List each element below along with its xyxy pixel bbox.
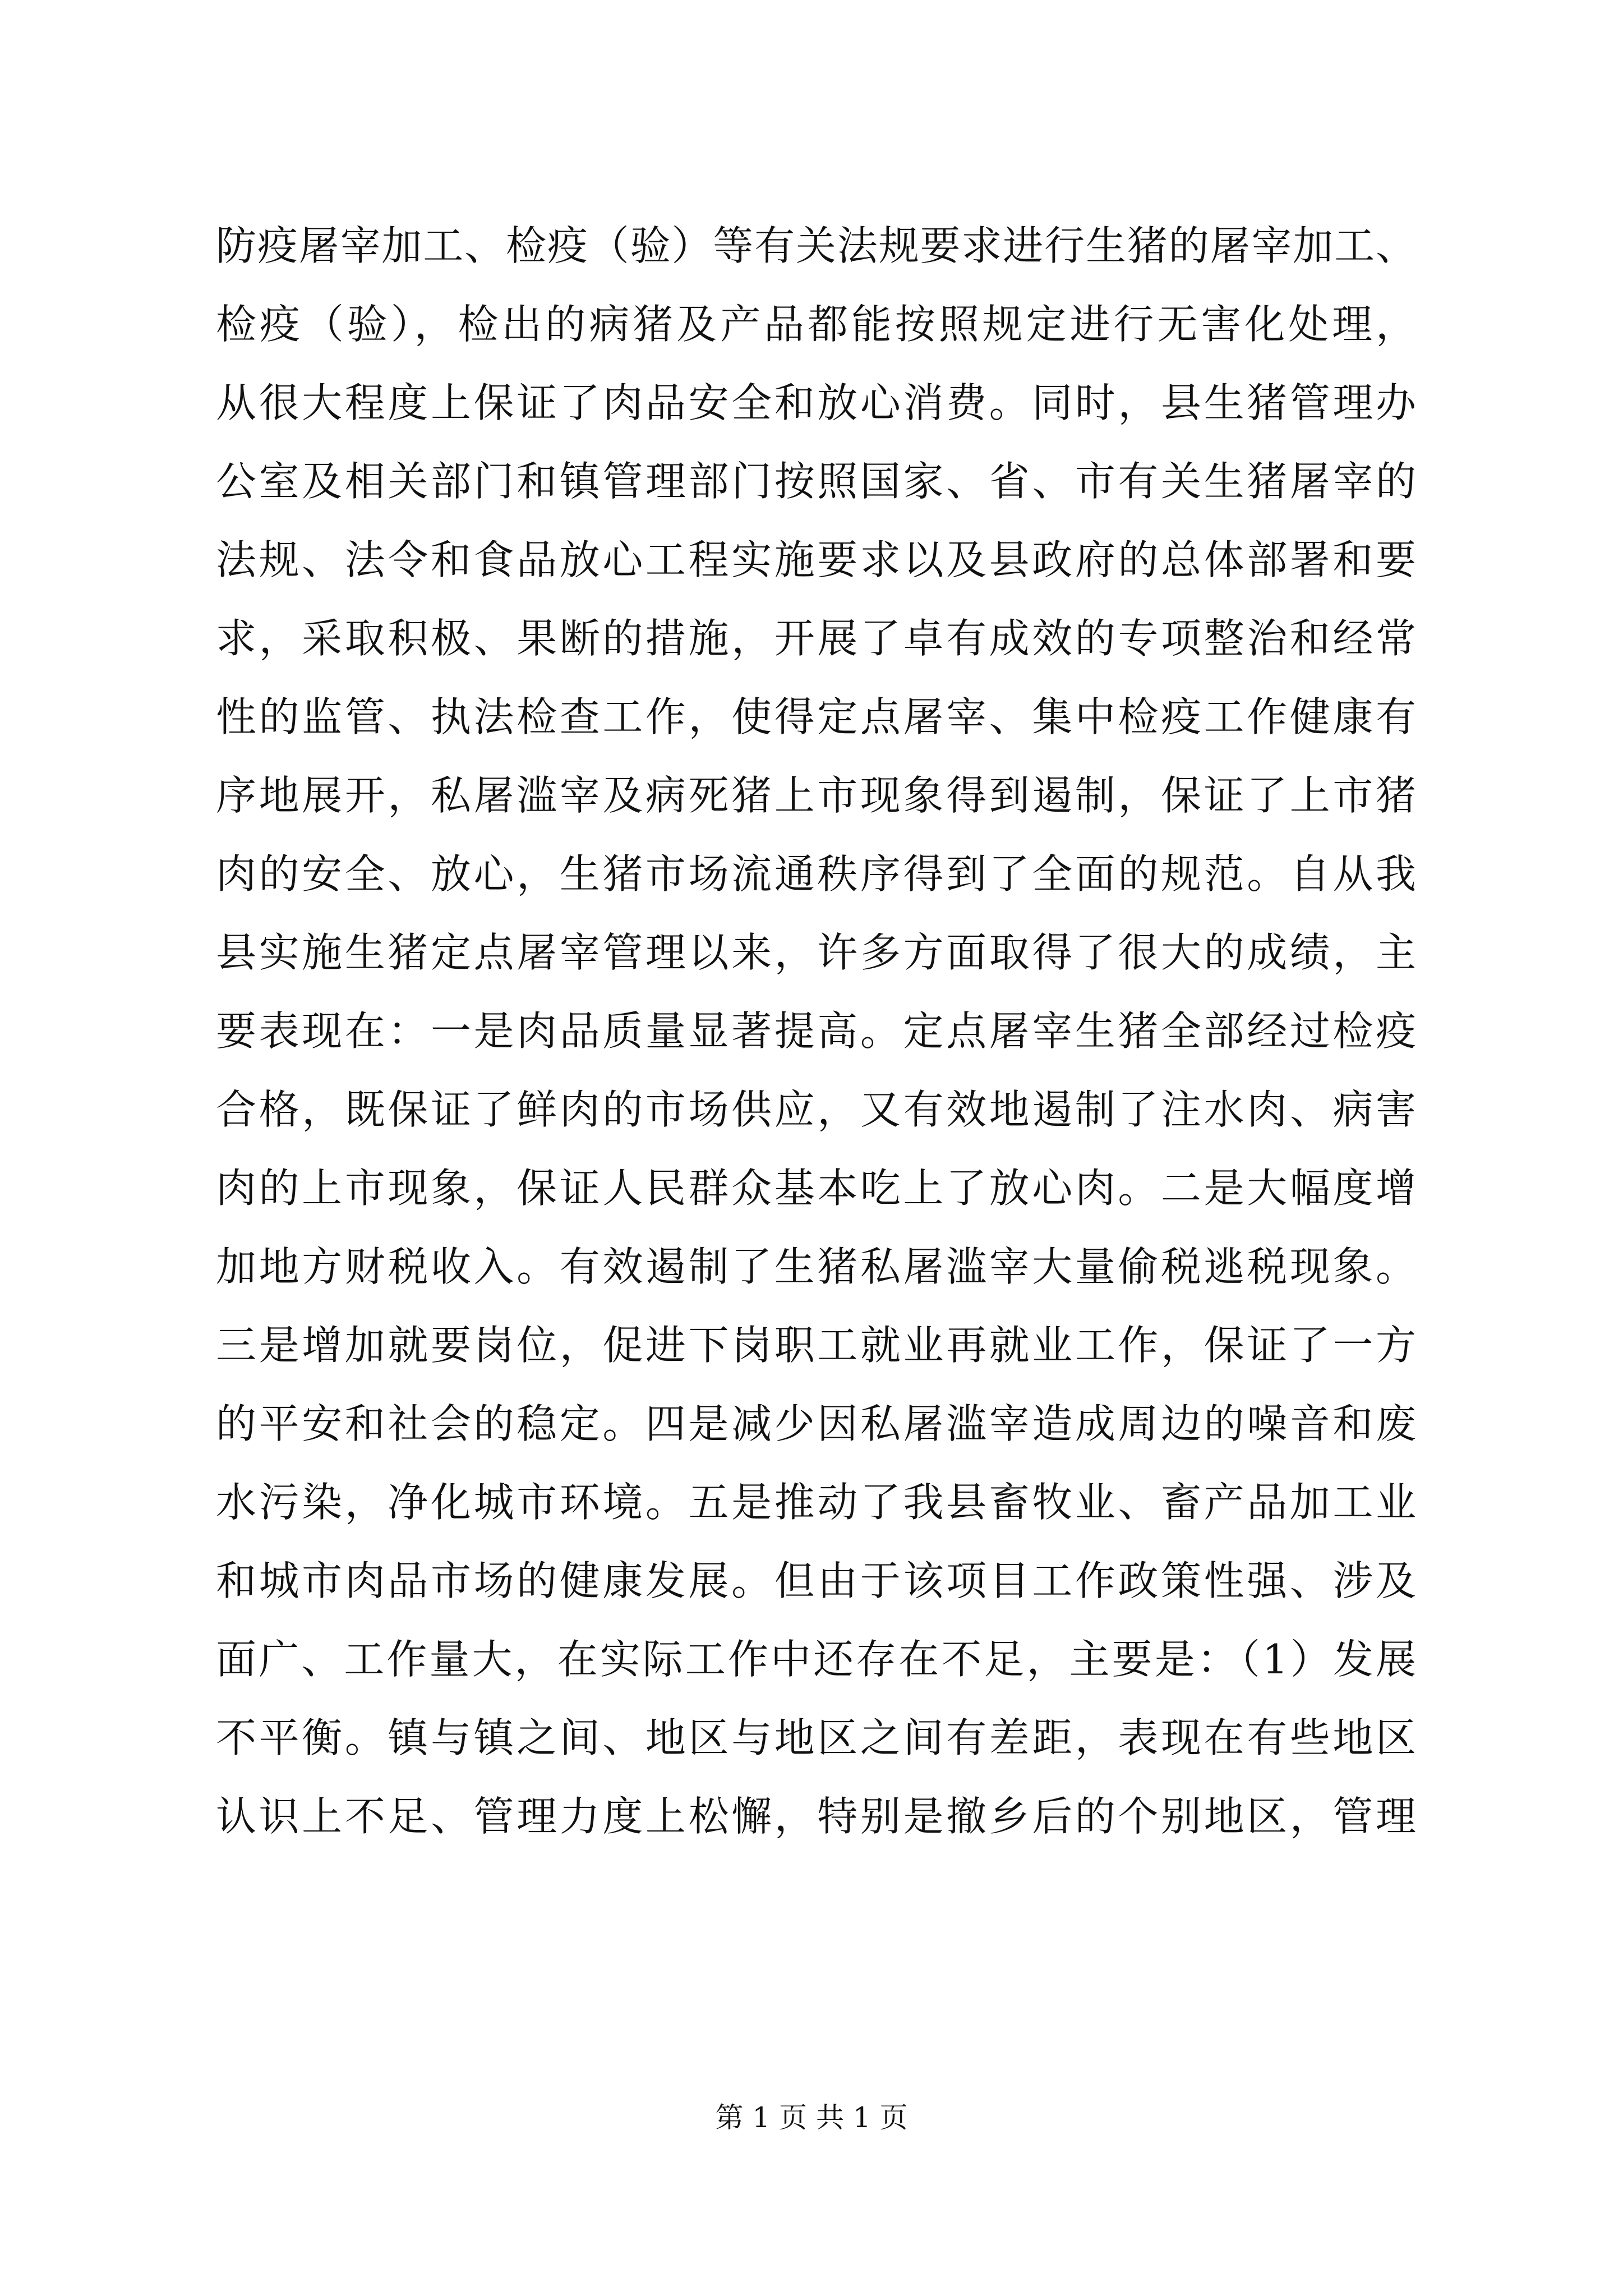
- text-line: 面广、工作量大，在实际工作中还存在不足，主要是：（1）发展: [216, 1636, 1416, 1683]
- text-line: 和城市肉品市场的健康发展。但由于该项目工作政策性强、涉及: [216, 1557, 1416, 1604]
- text-line: 求，采取积极、果断的措施，开展了卓有成效的专项整治和经常: [216, 615, 1416, 662]
- text-line: 水污染，净化城市环境。五是推动了我县畜牧业、畜产品加工业: [216, 1479, 1416, 1526]
- text-line: 公室及相关部门和镇管理部门按照国家、省、市有关生猪屠宰的: [216, 458, 1416, 505]
- text-line: 认识上不足、管理力度上松懈，特别是撤乡后的个别地区，管理: [216, 1793, 1416, 1840]
- text-line: 不平衡。镇与镇之间、地区与地区之间有差距，表现在有些地区: [216, 1714, 1416, 1761]
- text-line: 三是增加就要岗位，促进下岗职工就业再就业工作，保证了一方: [216, 1322, 1416, 1369]
- page-footer: [0, 2101, 1623, 2134]
- text-line: 肉的上市现象，保证人民群众基本吃上了放心肉。二是大幅度增: [216, 1165, 1416, 1212]
- text-line: 合格，既保证了鲜肉的市场供应，又有效地遏制了注水肉、病害: [216, 1086, 1416, 1133]
- text-line: 防疫屠宰加工、检疫（验）等有关法规要求进行生猪的屠宰加工、: [216, 222, 1416, 269]
- text-line: 肉的安全、放心，生猪市场流通秩序得到了全面的规范。自从我: [216, 850, 1416, 898]
- text-line: 性的监管、执法检查工作，使得定点屠宰、集中检疫工作健康有: [216, 693, 1416, 740]
- text-line: 检疫（验），检出的病猪及产品都能按照规定进行无害化处理，: [216, 301, 1416, 348]
- text-line: 要表现在：一是肉品质量显著提高。定点屠宰生猪全部经过检疫: [216, 1007, 1416, 1055]
- text-line: 县实施生猪定点屠宰管理以来，许多方面取得了很大的成绩，主: [216, 929, 1416, 976]
- text-line: 加地方财税收入。有效遏制了生猪私屠滥宰大量偷税逃税现象。: [216, 1243, 1416, 1290]
- body-text: [216, 206, 1416, 1856]
- text-line: 序地展开，私屠滥宰及病死猪上市现象得到遏制，保证了上市猪: [216, 772, 1416, 819]
- text-line: 法规、法令和食品放心工程实施要求以及县政府的总体部署和要: [216, 536, 1416, 583]
- text-line: 的平安和社会的稳定。四是减少因私屠滥宰造成周边的噪音和废: [216, 1400, 1416, 1447]
- page-number-label: 第 1 页 共 1 页: [715, 2101, 908, 2134]
- text-line: 从很大程度上保证了肉品安全和放心消费。同时，县生猪管理办: [216, 379, 1416, 426]
